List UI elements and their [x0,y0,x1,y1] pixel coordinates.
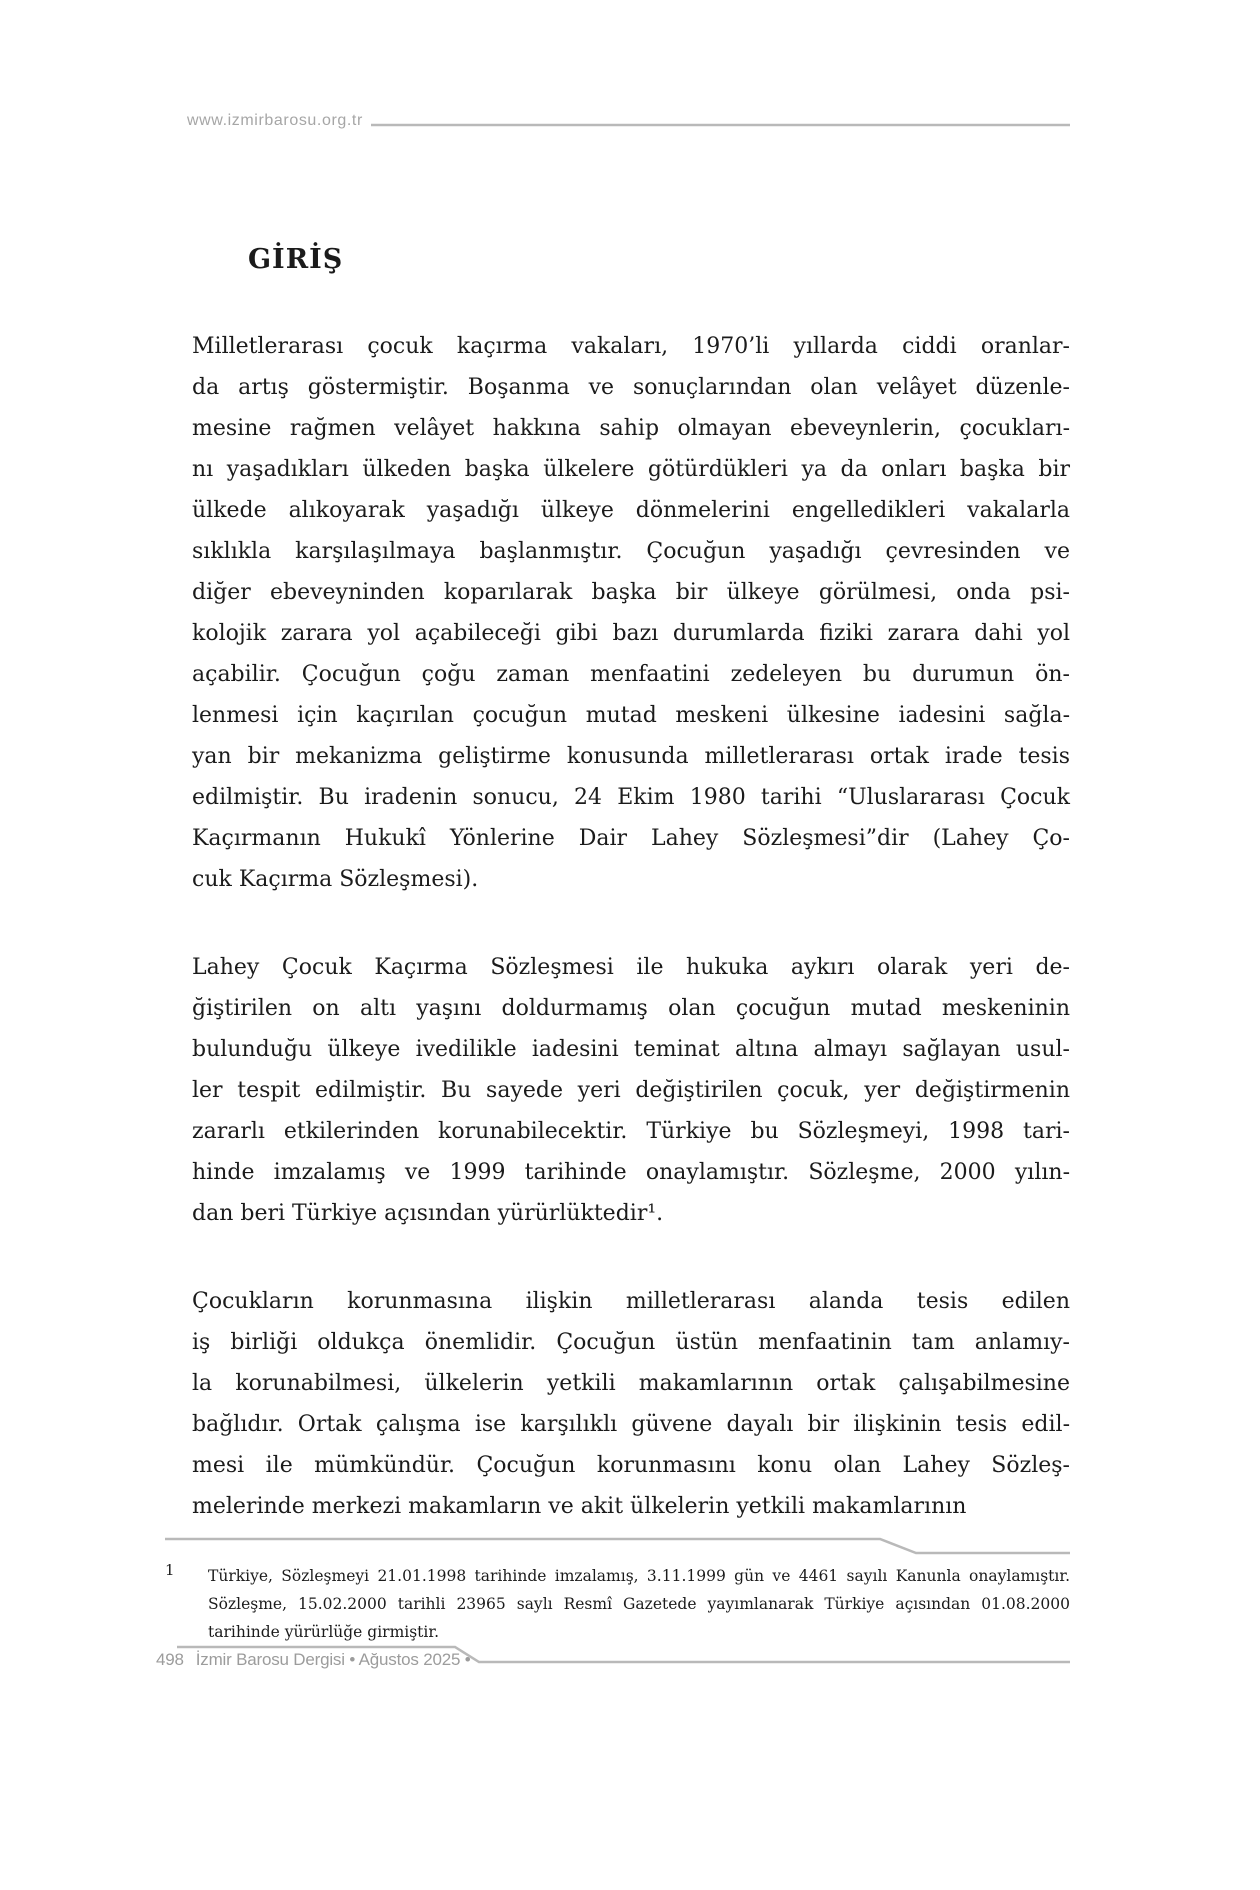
text-line: Türkiye, Sözleşmeyi 21.01.1998 tarihinde imzalamış, 3.11.1999 gün ve 4461 sayılı Kanunla onaylamıştır. [208,1567,1070,1585]
text-line: cuk Kaçırma Sözleşmesi). [192,867,479,892]
page-number: 498 [156,1650,184,1669]
header-site-url: www.izmirbarosu.org.tr [187,112,363,129]
section-heading: GİRİŞ [248,244,344,275]
text-line: edilmiştir. Bu iradenin sonucu, 24 Ekim 1980 tarihi “Uluslararası Çocuk [192,785,1070,810]
text-line: la korunabilmesi, ülkelerin yetkili makamlarının ortak çalışabilmesine [192,1371,1070,1396]
text-line: dan beri Türkiye açısından yürürlüktedir¹. [192,1201,664,1226]
text-line: ler tespit edilmiştir. Bu sayede yeri değiştirilen çocuk, yer değiştirmenin [192,1078,1070,1103]
article-body [192,326,1070,1527]
text-line: mesine rağmen velâyet hakkına sahip olmayan ebeveynlerin, çocukları- [192,416,1070,441]
text-line: açabilir. Çocuğun çoğu zaman menfaatini zedeleyen bu durumun ön- [192,662,1070,687]
text-line: hinde imzalamış ve 1999 tarihinde onaylamıştır. Sözleşme, 2000 yılın- [192,1160,1070,1185]
paragraph-2 [192,947,1070,1234]
paragraph-1 [192,326,1070,900]
footnote-marker: 1 [165,1561,175,1579]
text-line: melerinde merkezi makamların ve akit ülkelerin yetkili makamlarının [192,1494,967,1519]
text-line: Sözleşme, 15.02.2000 tarihli 23965 saylı Resmî Gazetede yayımlanarak Türkiye açısından 01.08.2000 [208,1595,1070,1613]
text-line: ğiştirilen on altı yaşını doldurmamış olan çocuğun mutad meskeninin [192,996,1070,1021]
text-line: Milletlerarası çocuk kaçırma vakaları, 1970’li yıllarda ciddi oranlar- [192,334,1070,359]
page-footer [156,1650,471,1670]
paragraph-3 [192,1281,1070,1527]
text-line: Kaçırmanın Hukukî Yönlerine Dair Lahey Sözleşmesi”dir (Lahey Ço- [192,826,1070,851]
text-line: zararlı etkilerinden korunabilecektir. Türkiye bu Sözleşmeyi, 1998 tari- [192,1119,1070,1144]
journal-title-line: İzmir Barosu Dergisi • Ağustos 2025 • [195,1650,471,1669]
text-line: iş birliği oldukça önemlidir. Çocuğun üstün menfaatinin tam anlamıy- [192,1330,1070,1355]
text-line: bulunduğu ülkeye ivedilikle iadesini teminat altına almayı sağlayan usul- [192,1037,1070,1062]
text-line: lenmesi için kaçırılan çocuğun mutad meskeni ülkesine iadesini sağla- [192,703,1070,728]
text-line: kolojik zarara yol açabileceği gibi bazı durumlarda fiziki zarara dahi yol [192,621,1070,646]
text-line: diğer ebeveyninden koparılarak başka bir ülkeye görülmesi, onda psi- [192,580,1070,605]
footnote-separator-rule [165,1539,1070,1553]
text-line: bağlıdır. Ortak çalışma ise karşılıklı güvene dayalı bir ilişkinin tesis edil- [192,1412,1070,1437]
text-line: mesi ile mümkündür. Çocuğun korunmasını konu olan Lahey Sözleş- [192,1453,1070,1478]
footnote [165,1562,1070,1646]
text-line: Lahey Çocuk Kaçırma Sözleşmesi ile hukuka aykırı olarak yeri de- [192,955,1070,980]
text-line: nı yaşadıkları ülkeden başka ülkelere götürdükleri ya da onları başka bir [192,457,1070,482]
text-line: tarihinde yürürlüğe girmiştir. [208,1623,440,1641]
text-line: Çocukların korunmasına ilişkin milletlerarası alanda tesis edilen [192,1289,1070,1314]
text-line: sıklıkla karşılaşılmaya başlanmıştır. Çocuğun yaşadığı çevresinden ve [192,539,1070,564]
text-line: yan bir mekanizma geliştirme konusunda milletlerarası ortak irade tesis [192,744,1070,769]
text-line: ülkede alıkoyarak yaşadığı ülkeye dönmelerini engelledikleri vakalarla [192,498,1070,523]
footnote-text [208,1562,1070,1646]
text-line: da artış göstermiştir. Boşanma ve sonuçlarından olan velâyet düzenle- [192,375,1070,400]
